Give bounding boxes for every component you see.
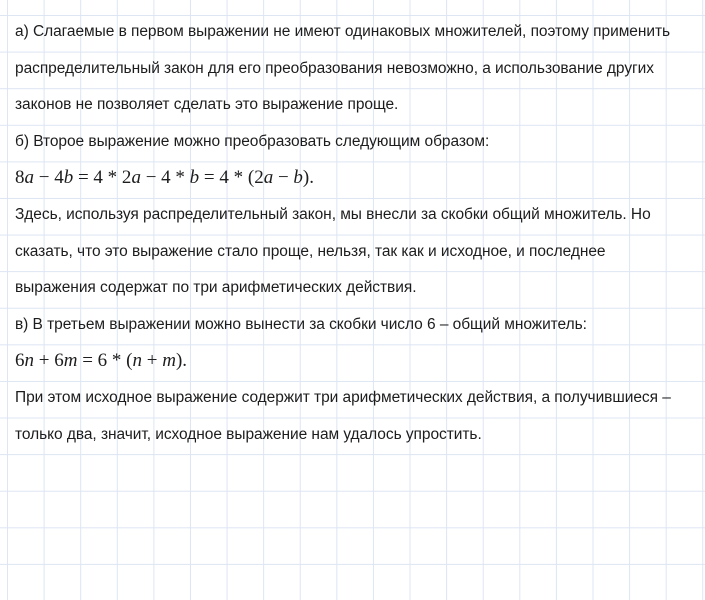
solution-body <box>15 14 687 453</box>
paragraph-part-b-explanation: Здесь, используя распределительный закон, мы внесли за скобки общий множитель. Но сказать, что это выражение стало проще, нельзя, так как и исходное, и последнее выражения содержат по три арифметических действия. <box>15 205 651 297</box>
paragraph-part-b-intro: б) Второе выражение можно преобразовать следующим образом: <box>15 132 490 150</box>
paragraph-part-c-intro: в) В третьем выражении можно вынести за скобки число 6 – общий множитель: <box>15 315 587 333</box>
paragraph-part-c-explanation: При этом исходное выражение содержит три арифметических действия, а получившиеся – только два, значит, исходное выражение нам удалось упростить. <box>15 388 671 443</box>
paragraph-part-a: а) Слагаемые в первом выражении не имеют одинаковых множителей, поэтому применить распределительный закон для его преобразования невозможно, а использование других законов не позволяет сделать это выражение проще. <box>15 23 671 114</box>
formula-part-c: 6n + 6m = 6 * (n + m). <box>15 350 188 372</box>
formula-part-b: 8a − 4b = 4 * 2a − 4 * b = 4 * (2a − b). <box>15 167 314 189</box>
